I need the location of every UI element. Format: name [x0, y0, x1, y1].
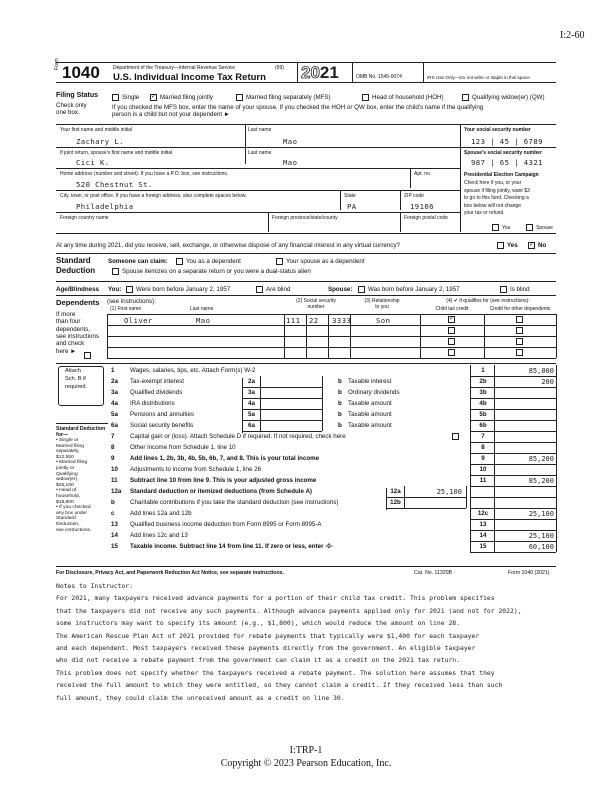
std-side-line: • Single or [56, 438, 79, 443]
line-text: IRA distributions [130, 400, 175, 407]
spouse-born-checkbox[interactable] [358, 286, 365, 293]
odc-checkbox[interactable] [516, 338, 523, 345]
dependent-ssn-3[interactable]: 3333 [332, 316, 352, 325]
dependent-first-name[interactable]: Oliver [124, 316, 153, 325]
foreign-country-label: Foreign country name [60, 215, 109, 221]
campaign-line: box below will not change [464, 202, 521, 209]
ssn-label: Your social security number [464, 127, 531, 133]
dependent-relationship[interactable]: Son [376, 316, 391, 325]
irs-use-only: IRS Use Only—Do not write or staple in this space. [427, 75, 531, 80]
spouse-ssn-label: Spouse's social security number [464, 150, 542, 156]
dependents-side-line: dependents, [56, 325, 91, 333]
claim-spouse-checkbox[interactable] [276, 258, 283, 265]
odc-checkbox[interactable] [516, 327, 523, 334]
note-line: full amount, they could claim the unreceived amount as a credit on line 30. [56, 693, 345, 702]
line-text: Charitable contributions if you take the standard deduction (see instructions) [130, 499, 339, 506]
std-side-line: $25,100 [56, 482, 74, 488]
std-side-line: • Married filing [56, 460, 88, 466]
line-number: 12a [111, 488, 122, 495]
right-box-label: 9 [481, 455, 485, 462]
odc-checkbox[interactable] [516, 316, 523, 323]
filing-status-note1: If you checked the MFS box, enter the name of your spouse. If you checked the HOH or QW box, enter the child's name if the qualifying [112, 104, 484, 111]
middle-box-label: 2a [242, 378, 260, 389]
sub-line-letter: b [338, 422, 342, 429]
corner-reference: I:2-60 [560, 30, 585, 41]
last-name-label: Last name [248, 127, 272, 133]
age-spouse-label: Spouse: [328, 286, 353, 293]
line-number: b [111, 499, 115, 506]
line-number: 4a [111, 400, 118, 407]
std-side-line: separately, [56, 449, 80, 455]
line-text: Taxable income. Subtract line 14 from line 11. If zero or less, enter -0- [130, 543, 333, 550]
dependents-side-line: If more [56, 311, 76, 318]
ssn-field[interactable]: 123 | 45 | 6789 [471, 137, 543, 146]
dependents-title: Dependents [56, 298, 100, 307]
first-name-label: Your first name and middle initial [60, 127, 133, 133]
city-field[interactable]: Philadelphia [76, 202, 134, 211]
ctc-checkbox[interactable] [448, 349, 455, 356]
filing-status-checkbox[interactable] [462, 94, 469, 101]
std-side-line: Standard [56, 516, 76, 522]
copyright: Copyright © 2023 Pearson Education, Inc. [220, 758, 392, 769]
line-number: 1 [111, 367, 115, 374]
sub-line-letter: b [338, 400, 342, 407]
filing-status-option-label: Married filing separately (MFS) [246, 94, 331, 101]
line-text: Adjustments to income from Schedule 1, line 26 [130, 466, 262, 473]
dep-col-last: Last name [190, 306, 214, 312]
zip-field[interactable]: 19106 [410, 202, 434, 211]
right-box-label: 12c [477, 510, 489, 517]
sub-line-text: Taxable amount [348, 400, 392, 407]
line-number: 14 [111, 532, 118, 539]
spouse-born-label: Was born before January 2, 1957 [368, 286, 460, 293]
dependent-ssn-1[interactable]: 111 [286, 316, 301, 325]
form-number: 1040 [62, 63, 100, 82]
line-text: Subtract line 10 from line 9. This is your adjusted gross income [130, 477, 317, 484]
line-number: 13 [111, 521, 118, 528]
right-box-label: 5b [479, 411, 487, 418]
ctc-checkbox[interactable] [448, 338, 455, 345]
foreign-province-label: Foreign province/state/county [272, 215, 338, 221]
line-text: Add lines 1, 2b, 3b, 4b, 5b, 6b, 7, and 8. This is your total income [130, 455, 320, 462]
std-side-line: $12,550 [56, 454, 74, 460]
note-line: For 2021, many taxpayers received advance payments for a portion of their child tax credit. This problem specifies [56, 594, 495, 603]
filing-status-option-label: Married filing jointly [160, 94, 213, 101]
line-number: 7 [111, 433, 115, 440]
line-amount[interactable]: 85,000 [528, 367, 554, 375]
footer-form: Form 1040 (2021) [508, 570, 550, 576]
middle-box-label: 3a [242, 389, 260, 400]
dep-col-qualifies: (4) ✔ if qualifies for (see instructions): [446, 298, 530, 304]
you-blind-label: Are blind [266, 286, 291, 293]
footer-cat: Cat. No. 11320B [414, 570, 452, 576]
dependents-side-line: than four [56, 318, 81, 326]
note-line: some instructors may want to specify its amount (e.g., $1,800), which would reduce the amount on line 28. [56, 619, 460, 628]
attach-line: Attach [65, 368, 81, 374]
line-amount[interactable]: 60,100 [528, 543, 554, 551]
attach-note [58, 366, 104, 406]
you-born-label: Were born before January 2, 1957 [136, 286, 231, 293]
more-dependents-checkbox[interactable] [84, 352, 91, 359]
virtual-yes-checkbox[interactable] [497, 242, 504, 249]
std-side-line: • If you checked [56, 505, 91, 511]
line-amount[interactable]: 25,100 [528, 510, 554, 518]
sub-line-letter: b [338, 389, 342, 396]
filing-status-sub1: Check only [56, 102, 87, 109]
line-text: Capital gain or (loss). Attach Schedule D if required. If not required, check here [130, 433, 346, 440]
line-number: 9 [111, 455, 115, 462]
claim-spouse-label: Your spouse as a dependent [286, 258, 365, 265]
line-text: Pensions and annuities [130, 411, 194, 418]
city-label: City, town, or post office. If you have a foreign address, also complete spaces below. [60, 193, 247, 199]
note-line: This problem does not specify whether the taxpayers received a rebate payment. The solution here assumes that they [56, 668, 495, 677]
attach-line: Sch. B if [65, 376, 86, 382]
tax-year: 2021 [301, 63, 339, 82]
spouse-last-label: Last name [248, 150, 272, 156]
filing-status-sub2: one box. [56, 109, 80, 116]
filing-status-checkbox[interactable]: ✓ [151, 94, 157, 100]
age-blindness-label: Age/Blindness [56, 286, 99, 293]
right-box-label: 4b [479, 400, 487, 407]
filing-status-option-label: Head of household (HOH) [372, 94, 444, 101]
dep-col-rel: (3) Relationship to you [364, 298, 400, 310]
line-number: 2a [111, 378, 118, 385]
campaign-spouse-label: Spouse [536, 225, 553, 231]
virtual-no-checkbox[interactable]: ✓ [529, 242, 535, 248]
campaign-title: Presidential Election Campaign [464, 172, 539, 178]
line-amount[interactable]: 200 [541, 378, 554, 386]
middle-box-label: 6a [242, 422, 260, 433]
filing-status-checkbox[interactable] [112, 94, 119, 101]
note-line: who did not receive a rebate payment from the government can claim it as a credit on the 2021 tax return. [56, 656, 460, 665]
spouse-first-field[interactable]: Cici K. [76, 158, 110, 167]
ctc-checkbox[interactable]: ✓ [449, 316, 455, 322]
age-you-label: You: [108, 286, 122, 293]
campaign-line: to go to this fund. Checking a [464, 195, 529, 201]
dep-col-odc: Credit for other dependents [489, 306, 551, 312]
virtual-currency-question: At any time during 2021, did you receive, sell, exchange, or otherwise dispose of any financial interest in any virtual currency? [56, 242, 400, 249]
dep-col-ssn: (2) Social security number [296, 298, 336, 310]
note-line: and each dependent. Most taxpayers received these payments directly from the government. An eligible taxpayer [56, 644, 476, 652]
line-text: Tax-exempt interest [130, 378, 184, 385]
line-number: 11 [111, 477, 118, 484]
right-box-label: 1 [481, 367, 485, 374]
apt-label: Apt. no. [414, 171, 432, 177]
state-label: State [344, 193, 356, 199]
attach-line: required. [65, 384, 88, 390]
note-line: received the full amount to which they were entitled, so they cannot claim a credit. If they received less than such [56, 681, 503, 690]
campaign-you-label: You [502, 225, 511, 231]
right-box-label: 14 [479, 532, 487, 539]
right-box-label: 13 [479, 521, 487, 528]
form-code: (99) [275, 65, 284, 71]
line-number: 5a [111, 411, 118, 418]
line-number: 6a [111, 422, 118, 429]
right-box-label: 3b [479, 389, 487, 396]
campaign-line: Check here if you, or your [464, 180, 522, 186]
filing-status-note2: person is a child but not your dependent ► [112, 111, 230, 118]
note-line: Notes to Instructor: [56, 582, 133, 590]
std-side-line: • Head of [56, 488, 77, 494]
line-number: 10 [111, 466, 118, 473]
spouse-first-label: If joint return, spouse's first name and middle initial [60, 150, 173, 156]
filing-status-label: Filing Status [56, 92, 98, 99]
right-box-label: 7 [481, 433, 485, 440]
claim-you-label: You as a dependent [186, 258, 241, 265]
line-text: Qualified dividends [130, 389, 183, 396]
spouse-blind-label: Is blind [510, 286, 530, 293]
virtual-yes-label: Yes [507, 242, 518, 249]
spouse-itemizes-checkbox[interactable] [112, 268, 119, 275]
filing-status-checkbox[interactable] [362, 94, 369, 101]
sub-line-letter: b [338, 378, 342, 385]
line-text: Qualified business income deduction from Form 8995 or Form 8995-A [130, 521, 322, 528]
campaign-line: spouse if filing jointly, want $3 [464, 187, 530, 194]
std-side-line: widow(er), [56, 477, 79, 483]
std-deduction-title2: Deduction [56, 266, 96, 275]
sub-line-text: Taxable amount [348, 411, 392, 418]
line-text: Other income from Schedule 1, line 10 [130, 444, 236, 451]
omb-number: OMB No. 1545-0074 [356, 74, 402, 80]
sub-line-text: Taxable amount [348, 422, 392, 429]
std-side-line: any box under [56, 510, 87, 516]
right-box-label: 11 [479, 477, 487, 484]
address-field[interactable]: 520 Chestnut St. [76, 180, 153, 189]
line-text: Wages, salaries, tips, etc. Attach Form(s) W-2 [130, 367, 256, 374]
note-line: that the taxpayers did not receive any such payments. Although advance payments applied only for 2021 (and not for 2022), [56, 606, 522, 615]
line-number: 3a [111, 389, 118, 396]
middle-box-label: 12b [386, 499, 404, 510]
you-born-checkbox[interactable] [126, 286, 133, 293]
footer-notice: For Disclosure, Privacy Act, and Paperwork Reduction Act Notice, see separate instructions. [56, 570, 284, 576]
std-side-line: Qualifying [56, 471, 78, 477]
std-deduction-title1: Standard [56, 256, 91, 265]
right-box-label: 10 [479, 466, 487, 473]
std-side-line: $18,800 [56, 499, 74, 505]
std-side-line: Deduction, [56, 521, 80, 527]
sub-line-letter: b [338, 411, 342, 418]
std-side-line: Married filing [56, 443, 84, 449]
address-label: Home address (number and street). If you have a P.O. box, see instructions. [60, 171, 229, 177]
line-amount[interactable]: 25,100 [528, 532, 554, 540]
campaign-spouse-checkbox[interactable] [526, 224, 533, 231]
middle-box-label: 12a [386, 488, 404, 499]
middle-box-label: 5a [242, 411, 260, 422]
odc-checkbox[interactable] [516, 349, 523, 356]
you-blind-checkbox[interactable] [256, 286, 263, 293]
campaign-line: your tax or refund. [464, 210, 505, 216]
dep-col-first: (1) First name [110, 306, 142, 312]
dep-col-ctc: Child tax credit [435, 306, 469, 312]
right-box-label: 2b [479, 378, 487, 385]
sub-line-text: Taxable interest [348, 378, 392, 385]
dependents-see: (see instructions): [107, 298, 156, 305]
form-title: U.S. Individual Income Tax Return [113, 72, 266, 83]
line-text: Add lines 12a and 12b [130, 510, 192, 517]
first-name-field[interactable]: Zachary L. [76, 137, 124, 146]
dependents-side-line: see instructions [56, 332, 99, 340]
line-number: 15 [111, 543, 118, 550]
spouse-blind-checkbox[interactable] [500, 286, 507, 293]
sub-line-text: Ordinary dividends [348, 389, 400, 396]
right-box-label: 15 [479, 543, 487, 550]
someone-can-claim: Someone can claim: [108, 258, 168, 265]
spouse-itemizes-label: Spouse itemizes on a separate return or you were a dual-status alien [122, 268, 311, 275]
virtual-no-label: No [538, 242, 547, 249]
page-reference: I:TRP-1 [289, 745, 323, 756]
filing-status-option-label: Qualifying widow(er) (QW) [472, 94, 545, 101]
state-field[interactable]: PA [347, 202, 357, 211]
filing-status-option-label: Single [122, 94, 140, 101]
dependent-last-name[interactable]: Mao [196, 316, 211, 325]
line-text: Standard deduction or itemized deductions (from Schedule A) [130, 488, 312, 495]
dept-name: Department of the Treasury—Internal Revenue Service [113, 65, 236, 71]
note-line: The American Rescue Plan Act of 2021 provided for rebate payments that typically were $1,400 for each taxpayer [56, 631, 480, 640]
std-side-line: jointly or [56, 465, 75, 471]
form-label: Form [54, 58, 60, 70]
claim-you-checkbox[interactable] [176, 258, 183, 265]
dependent-ssn-2[interactable]: 22 [309, 316, 319, 325]
middle-amount[interactable]: 25,100 [436, 488, 462, 496]
line-amount[interactable]: 85,200 [528, 477, 554, 485]
last-name-field[interactable]: Mao [283, 137, 298, 146]
zip-label: ZIP code [404, 193, 424, 199]
spouse-ssn-field[interactable]: 987 | 65 | 4321 [471, 158, 543, 167]
line-text: Add lines 12c and 13 [130, 532, 188, 539]
line-amount[interactable]: 85,200 [528, 455, 554, 463]
foreign-postal-label: Foreign postal code [404, 215, 448, 221]
std-side-line: household, [56, 493, 80, 499]
line-number: c [111, 510, 115, 517]
std-side-line: see instructions. [56, 527, 92, 533]
right-box-label: 8 [481, 444, 485, 451]
ctc-checkbox[interactable] [448, 327, 455, 334]
filing-status-checkbox[interactable] [236, 94, 243, 101]
right-box-label: 6b [479, 422, 487, 429]
capital-gain-checkbox[interactable] [452, 433, 459, 440]
dependents-side-line: and check [56, 340, 85, 348]
spouse-last-field[interactable]: Mao [283, 158, 298, 167]
std-deduction-sidebar: Standard Deduction for— • Single or Married filing separately, $12,550 • Married filing jointly or Qualifying widow(er), $25,100 • Head of household, $18,800 • If you checked any box under Standard Deduction, see instructions. [56, 423, 108, 533]
middle-box-label: 4a [242, 400, 260, 411]
dependents-side-line: here ► [56, 347, 77, 355]
campaign-you-checkbox[interactable] [492, 224, 499, 231]
line-number: 8 [111, 444, 115, 451]
line-text: Social security benefits [130, 422, 194, 429]
